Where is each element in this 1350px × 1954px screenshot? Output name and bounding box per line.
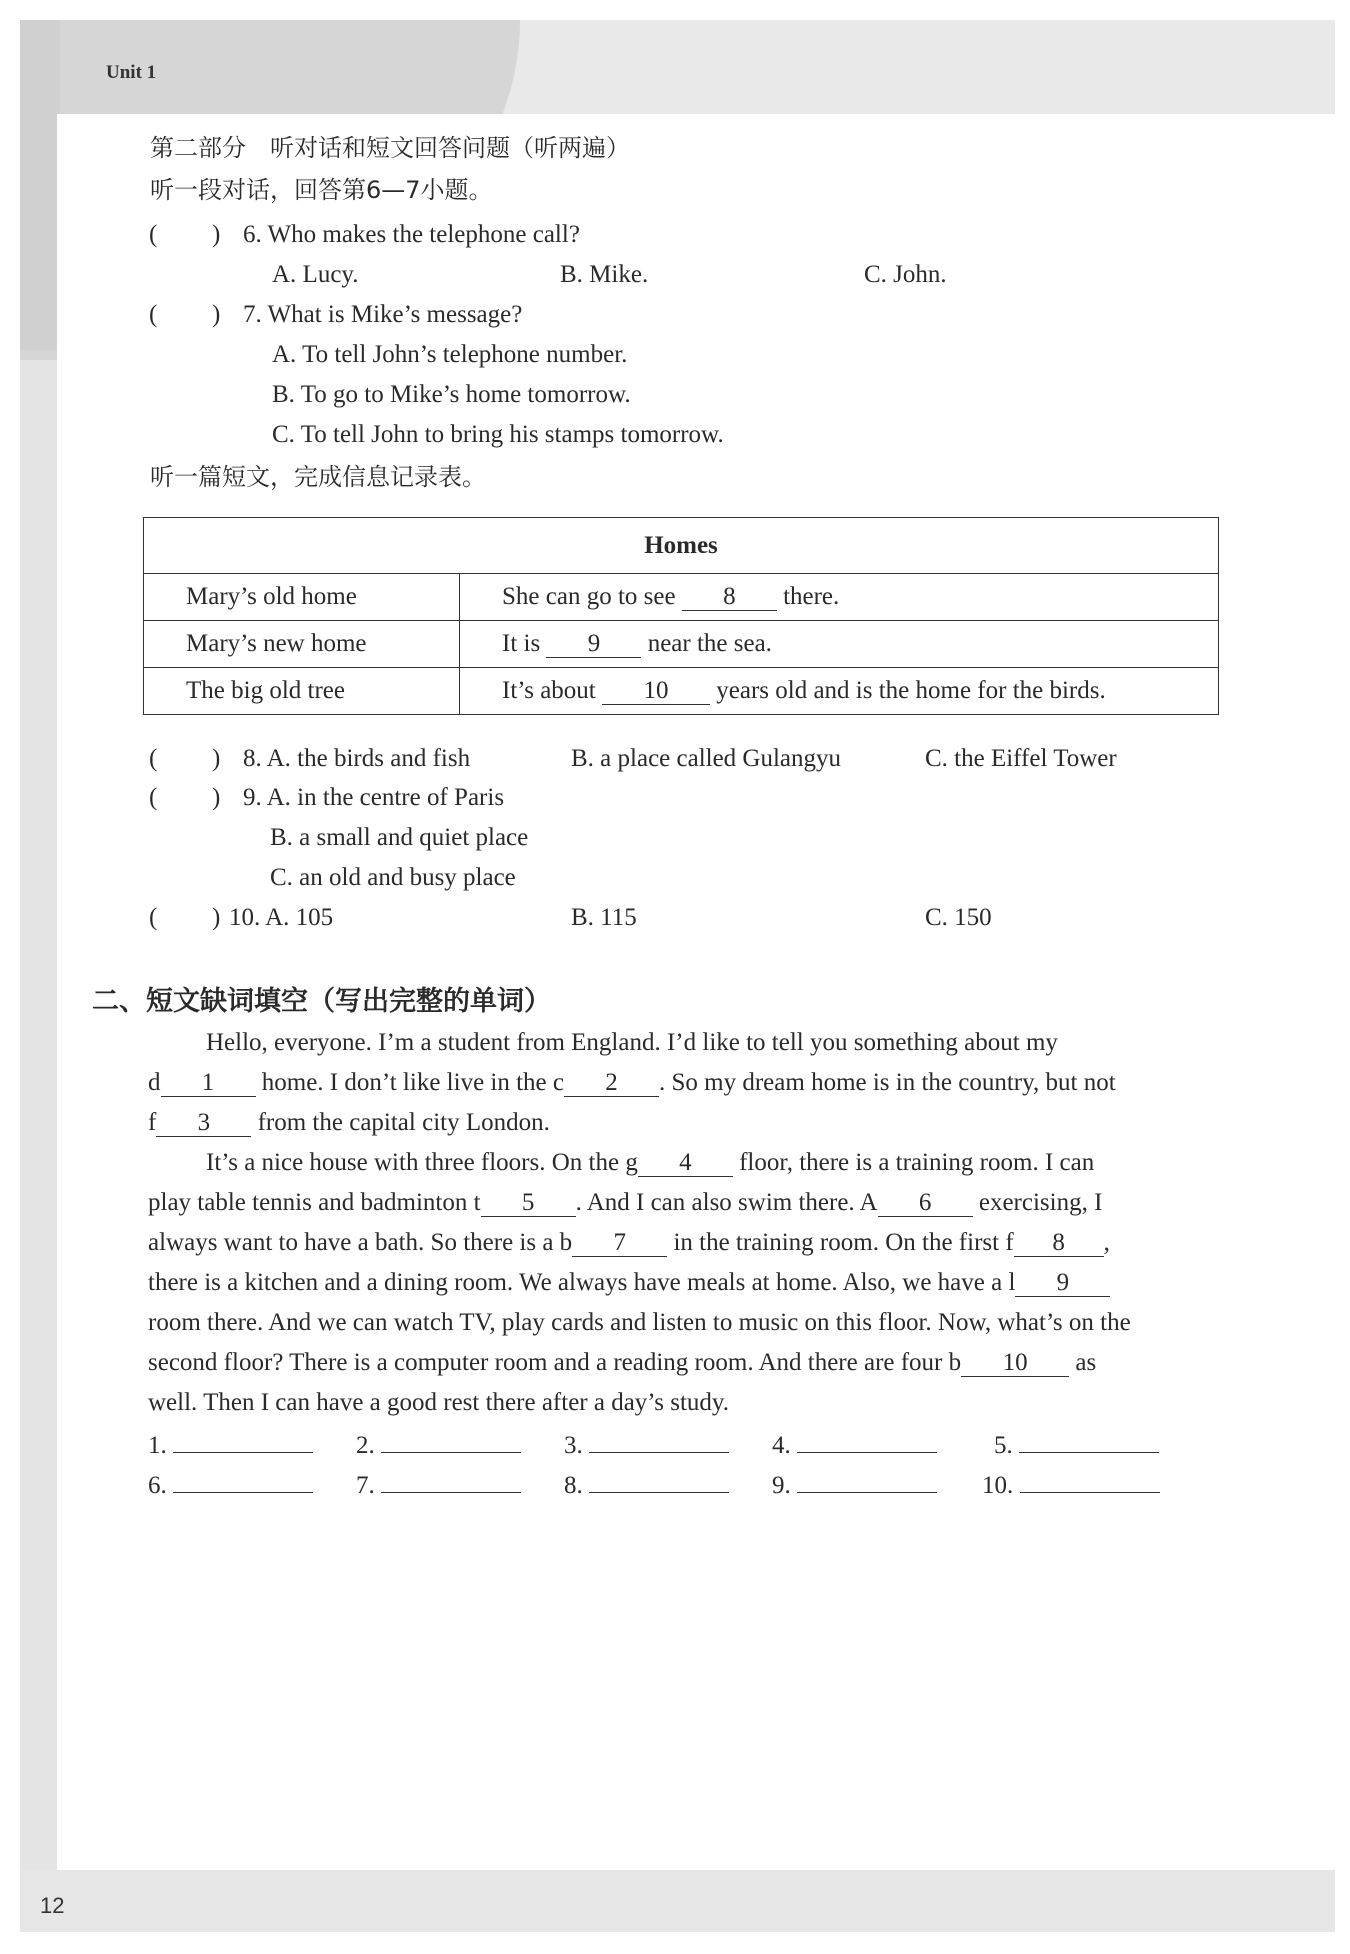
passage-text: always want to have a bath. So there is a b xyxy=(148,1229,573,1256)
blank-7[interactable]: 7 xyxy=(572,1230,667,1257)
blank-10[interactable]: 10 xyxy=(961,1350,1069,1377)
passage-text: in the training room. On the first f xyxy=(673,1229,1014,1256)
passage-text: . So my dream home is in the country, but not xyxy=(659,1069,1116,1096)
answer-line[interactable] xyxy=(1020,1468,1160,1493)
q10-option-b: B. 115 xyxy=(571,904,637,931)
row-text: It’s about xyxy=(502,677,596,704)
passage-line: well. Then I can have a good rest there after a day’s study. xyxy=(148,1389,730,1416)
answer-bracket-open: ( xyxy=(149,904,158,931)
q7-option-c: C. To tell John to bring his stamps tomorrow. xyxy=(272,421,724,448)
passage-text: from the capital city London. xyxy=(257,1109,550,1136)
page-number: 12 xyxy=(40,1893,65,1918)
passage-line xyxy=(148,1348,1096,1378)
passage-line xyxy=(206,1148,1094,1178)
row-text: near the sea. xyxy=(647,630,772,657)
answer-line[interactable] xyxy=(173,1468,313,1493)
answer-number: 4. xyxy=(772,1432,791,1459)
q6-option-b: B. Mike. xyxy=(560,261,649,288)
dialog-instruction: 听一段对话，回答第6—7小题。 xyxy=(150,176,493,204)
answer-line[interactable] xyxy=(173,1428,313,1453)
answer-bracket-open: ( xyxy=(149,221,158,248)
passage-instruction: 听一篇短文，完成信息记录表。 xyxy=(150,463,486,491)
passage-line xyxy=(148,1268,1110,1298)
passage-line xyxy=(148,1108,550,1138)
passage-text: d xyxy=(148,1069,161,1096)
answer-line[interactable] xyxy=(589,1428,729,1453)
blank-4[interactable]: 4 xyxy=(638,1150,733,1177)
unit-label: Unit 1 xyxy=(106,62,157,83)
answer-slot-1 xyxy=(148,1428,313,1460)
answer-number: 5. xyxy=(994,1432,1013,1459)
blank-5[interactable]: 5 xyxy=(481,1190,576,1217)
row-content xyxy=(460,668,1219,715)
q7-stem: 7. What is Mike’s message? xyxy=(243,301,523,328)
answer-line[interactable] xyxy=(589,1468,729,1493)
q9-option-c: C. an old and busy place xyxy=(270,864,516,891)
answer-slot-10 xyxy=(982,1468,1160,1500)
row-text: years old and is the home for the birds. xyxy=(716,677,1106,704)
blank-1[interactable]: 1 xyxy=(161,1070,256,1097)
answer-bracket-open: ( xyxy=(149,784,158,811)
row-label: Mary’s old home xyxy=(144,574,460,621)
passage-text: exercising, I xyxy=(978,1189,1103,1216)
answer-number: 9. xyxy=(772,1472,791,1499)
passage-text: home. I don’t like live in the c xyxy=(261,1069,564,1096)
answer-slot-6 xyxy=(148,1468,313,1500)
row-text: there. xyxy=(783,583,840,610)
table-row xyxy=(144,621,1219,668)
row-text: It is xyxy=(502,630,541,657)
answer-line[interactable] xyxy=(381,1428,521,1453)
table-row xyxy=(144,574,1219,621)
answer-line[interactable] xyxy=(1019,1428,1159,1453)
passage-text: . And I can also swim there. A xyxy=(575,1189,878,1216)
answer-slot-5 xyxy=(994,1428,1159,1460)
answer-slot-3 xyxy=(564,1428,729,1460)
q6-option-c: C. John. xyxy=(864,261,947,288)
passage-text: play table tennis and badminton t xyxy=(148,1189,481,1216)
q8-option-c: C. the Eiffel Tower xyxy=(925,745,1117,772)
table-title: Homes xyxy=(144,518,1219,574)
blank-8[interactable]: 8 xyxy=(1014,1230,1104,1257)
q10-option-c: C. 150 xyxy=(925,904,992,931)
q8-option-a: 8. A. the birds and fish xyxy=(243,745,471,772)
answer-number: 7. xyxy=(356,1472,375,1499)
passage-line xyxy=(148,1188,1102,1218)
blank-8[interactable]: 8 xyxy=(682,584,777,611)
answer-number: 1. xyxy=(148,1432,167,1459)
q10-option-a: 10. A. 105 xyxy=(229,904,334,931)
blank-3[interactable]: 3 xyxy=(156,1110,251,1137)
answer-number: 2. xyxy=(356,1432,375,1459)
answer-bracket-close: ) xyxy=(212,784,221,811)
blank-6[interactable]: 6 xyxy=(878,1190,973,1217)
scan-frame-bottom xyxy=(20,1870,1335,1932)
answer-bracket-close: ) xyxy=(212,301,221,328)
row-label: The big old tree xyxy=(144,668,460,715)
q8-option-b: B. a place called Gulangyu xyxy=(571,745,842,772)
answer-bracket-open: ( xyxy=(149,301,158,328)
part2-title: 第二部分 听对话和短文回答问题（听两遍） xyxy=(150,134,630,162)
blank-2[interactable]: 2 xyxy=(564,1070,659,1097)
section2-title: 二、短文缺词填空（写出完整的单词） xyxy=(92,986,551,1017)
row-label: Mary’s new home xyxy=(144,621,460,668)
table-row xyxy=(144,668,1219,715)
passage-line: room there. And we can watch TV, play cards and listen to music on this floor. Now, what’s on the xyxy=(148,1309,1131,1336)
row-content xyxy=(460,574,1219,621)
answer-line[interactable] xyxy=(797,1468,937,1493)
passage-text: f xyxy=(148,1109,157,1136)
q7-option-b: B. To go to Mike’s home tomorrow. xyxy=(272,381,631,408)
passage-line xyxy=(148,1068,1116,1098)
answer-slot-9 xyxy=(772,1468,937,1500)
q9-option-b: B. a small and quiet place xyxy=(270,824,529,851)
homes-table xyxy=(143,517,1219,715)
passage-text: there is a kitchen and a dining room. We always have meals at home. Also, we have a l xyxy=(148,1269,1016,1296)
passage-text: as xyxy=(1075,1349,1097,1376)
answer-slot-7 xyxy=(356,1468,521,1500)
answer-bracket-close: ) xyxy=(212,745,221,772)
passage-text: second floor? There is a computer room and a reading room. And there are four b xyxy=(148,1349,962,1376)
passage-text: It’s a nice house with three floors. On the g xyxy=(206,1149,638,1176)
q7-option-a: A. To tell John’s telephone number. xyxy=(272,341,628,368)
answer-number: 10. xyxy=(982,1472,1014,1499)
passage-line: Hello, everyone. I’m a student from England. I’d like to tell you something about my xyxy=(206,1029,1058,1056)
answer-bracket-open: ( xyxy=(149,745,158,772)
blank-9[interactable]: 9 xyxy=(1015,1270,1110,1297)
answer-bracket-close: ) xyxy=(212,221,221,248)
q6-option-a: A. Lucy. xyxy=(272,261,359,288)
answer-number: 3. xyxy=(564,1432,583,1459)
passage-line xyxy=(148,1228,1110,1258)
header-decoration-edge xyxy=(20,20,60,350)
answer-bracket-close: ) xyxy=(212,904,221,931)
q6-stem: 6. Who makes the telephone call? xyxy=(243,221,580,248)
answer-line[interactable] xyxy=(797,1428,937,1453)
answer-slot-4 xyxy=(772,1428,937,1460)
passage-text: , xyxy=(1103,1229,1110,1256)
blank-10[interactable]: 10 xyxy=(602,678,710,705)
answer-number: 6. xyxy=(148,1472,167,1499)
row-text: She can go to see xyxy=(502,583,676,610)
answer-number: 8. xyxy=(564,1472,583,1499)
passage-text: floor, there is a training room. I can xyxy=(739,1149,1095,1176)
q9-option-a: 9. A. in the centre of Paris xyxy=(243,784,505,811)
answer-slot-8 xyxy=(564,1468,729,1500)
blank-9[interactable]: 9 xyxy=(546,631,641,658)
answer-slot-2 xyxy=(356,1428,521,1460)
row-content xyxy=(460,621,1219,668)
answer-line[interactable] xyxy=(381,1468,521,1493)
